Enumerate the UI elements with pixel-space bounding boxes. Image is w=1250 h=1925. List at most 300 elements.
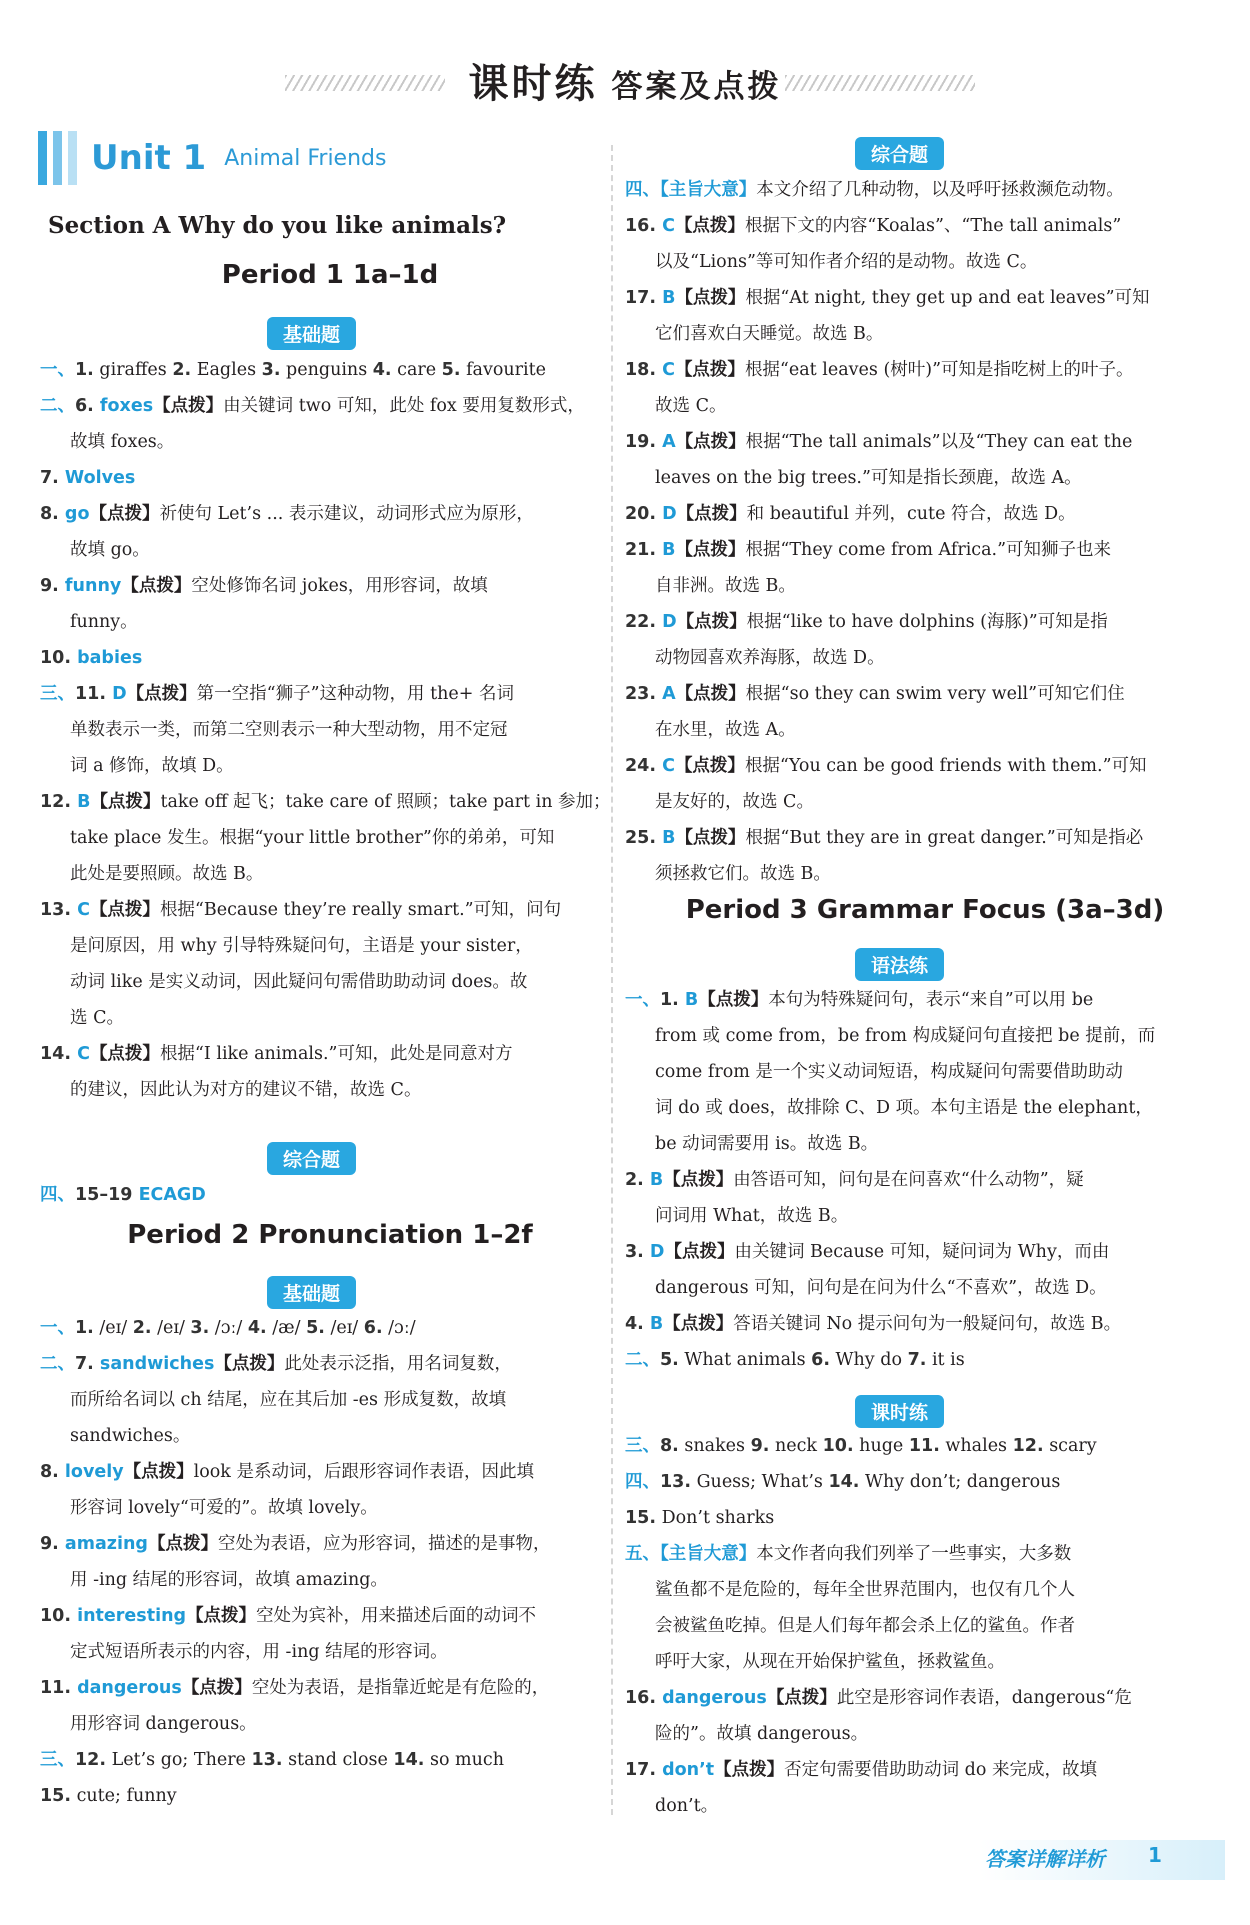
answer-text: 自非洲。故选 B。: [655, 576, 796, 596]
answer-text: 【点拨】: [664, 1242, 735, 1262]
question-number: 5.: [306, 1318, 325, 1338]
answer-text: 【点拨】: [186, 1606, 257, 1626]
answer-key: D: [662, 612, 677, 632]
answers-period1-comprehensive: [40, 1177, 600, 1213]
question-number: 13.: [40, 900, 78, 920]
answer-text: Why do: [829, 1350, 908, 1370]
answer-text: 它们喜欢白天睡觉。故选 B。: [655, 324, 884, 344]
answer-key: interesting: [77, 1606, 187, 1626]
answer-text: 动物园喜欢养海豚，故选 D。: [655, 648, 885, 668]
answer-line: [40, 352, 600, 388]
answer-key: D: [649, 1242, 665, 1262]
question-number: 15.: [40, 1786, 72, 1806]
answer-text: 【点拨】: [147, 1534, 218, 1554]
answer-line: [625, 1428, 1225, 1464]
question-number: 23.: [625, 684, 663, 704]
answer-text: 二、: [40, 1354, 75, 1374]
answer-line: [625, 1716, 1225, 1752]
answer-line: [40, 1072, 600, 1108]
question-number: 3.: [625, 1242, 650, 1262]
answer-text: 此空是形容词作表语，dangerous“危: [836, 1688, 1132, 1708]
answer-line: [625, 1306, 1225, 1342]
answer-text: 是问原因，用 why 引导特殊疑问句，主语是 your sister，: [70, 936, 533, 956]
answer-text: 一、: [40, 360, 75, 380]
answer-text: 根据“eat leaves (树叶)”可知是指吃树上的叶子。: [744, 360, 1134, 380]
answer-text: 以及“Lions”等可知作者介绍的是动物。故选 C。: [655, 252, 1038, 272]
answer-text: 四、: [40, 1185, 75, 1205]
answer-line: [625, 1572, 1225, 1608]
answer-text: 的建议，因此认为对方的建议不错，故选 C。: [70, 1080, 422, 1100]
answer-line: [40, 676, 600, 712]
answer-line: [40, 496, 600, 532]
answers-period1-basic: [40, 352, 611, 1108]
answer-line: [40, 712, 600, 748]
tag-lesson: 课时练: [855, 1395, 944, 1428]
answer-line: [625, 1018, 1225, 1054]
question-number: 17.: [625, 1760, 663, 1780]
answers-period2-basic: [40, 1310, 600, 1814]
answer-text: 根据“But they are in great danger.”可知是指必: [745, 828, 1144, 848]
answer-key: C: [77, 900, 90, 920]
question-number: 2.: [172, 360, 192, 380]
answer-line: [40, 892, 600, 928]
answer-line: [40, 1742, 600, 1778]
question-number: 11.: [908, 1436, 940, 1456]
answer-text: neck: [769, 1436, 823, 1456]
answer-text: stand close: [282, 1750, 394, 1770]
question-number: 9.: [40, 1534, 65, 1554]
question-number: 7.: [907, 1350, 927, 1370]
answer-text: 第一空指“狮子”这种动物，用 the+ 名词: [196, 684, 514, 704]
answer-key: foxes: [99, 396, 154, 416]
answer-text: /ɔː/: [209, 1318, 248, 1338]
answer-key: B: [684, 990, 699, 1010]
question-number: 14.: [40, 1044, 78, 1064]
answer-text: 否定句需要借助助动词 do 来完成，故填: [784, 1760, 1097, 1780]
answer-line: [625, 1054, 1225, 1090]
page-number: 1: [1148, 1843, 1162, 1867]
tag-basic-2: 基础题: [267, 1276, 356, 1309]
answer-line: [40, 964, 600, 1000]
answer-text: 【点拨】: [89, 504, 160, 524]
answer-key: lovely: [64, 1462, 124, 1482]
answer-text: 【点拨】: [675, 432, 746, 452]
answer-text: 空处为宾补，用来描述后面的动词不: [256, 1606, 537, 1626]
answer-text: 空处为表语，应为形容词，描述的是事物，: [217, 1534, 551, 1554]
answer-text: 呼吁大家，从现在开始保护鲨鱼，拯救鲨鱼。: [655, 1652, 1005, 1672]
answer-text: funny。: [70, 612, 138, 632]
answer-line: [625, 1608, 1225, 1644]
answer-key: B: [77, 792, 91, 812]
unit-name: Animal Friends: [224, 145, 387, 171]
column-divider: [611, 145, 613, 1815]
answer-key: 【主旨大意】: [660, 1544, 757, 1564]
answer-key: A: [662, 432, 676, 452]
answer-text: it is: [926, 1350, 965, 1370]
answer-line: [625, 712, 1225, 748]
answer-text: 【点拨】: [675, 288, 746, 308]
question-number: 9.: [40, 576, 65, 596]
answer-key: C: [77, 1044, 90, 1064]
answer-line: [40, 640, 600, 676]
answer-key: go: [64, 504, 90, 524]
answer-text: 本文作者向我们列举了一些事实，大多数: [756, 1544, 1072, 1564]
answer-line: [40, 424, 600, 460]
answer-line: [625, 820, 1225, 856]
answer-key: dangerous: [77, 1678, 182, 1698]
answer-text: 【点拨】: [214, 1354, 285, 1374]
answer-text: 故填 foxes。: [70, 432, 175, 452]
answer-text: 四、: [625, 1472, 660, 1492]
answer-text: come from 是一个实义动词短语，构成疑问句需要借助助动: [655, 1062, 1123, 1082]
answer-key: sandwiches: [99, 1354, 215, 1374]
answer-key: ECAGD: [138, 1185, 206, 1205]
header-subtitle: 答案及点拨: [611, 69, 782, 105]
answer-key: B: [662, 828, 676, 848]
unit-heading: [38, 130, 386, 186]
answer-key: D: [662, 504, 677, 524]
answer-line: [40, 1036, 600, 1072]
footer-label: 答案详解详析: [985, 1847, 1105, 1871]
question-number: 1.: [75, 1318, 94, 1338]
answer-line: [625, 280, 1225, 316]
answer-line: [40, 460, 600, 496]
page-header: [0, 52, 1250, 109]
question-number: 4.: [372, 360, 392, 380]
answer-text: 用形容词 dangerous。: [70, 1714, 257, 1734]
question-number: 11.: [40, 1678, 78, 1698]
question-number: 16.: [625, 216, 663, 236]
answer-line: [625, 1536, 1225, 1572]
answer-text: 空处为表语，是指靠近蛇是有危险的，: [251, 1678, 550, 1698]
question-number: 10.: [822, 1436, 854, 1456]
answer-text: 根据“They come from Africa.”可知狮子也来: [745, 540, 1112, 560]
question-number: 15–19: [75, 1185, 139, 1205]
answer-line: [625, 748, 1225, 784]
answer-text: 【点拨】: [121, 576, 192, 596]
answer-text: 三、: [40, 684, 75, 704]
answer-text: 【点拨】: [126, 684, 197, 704]
answer-line: [625, 244, 1225, 280]
answer-line: [625, 982, 1225, 1018]
answer-text: Guess; What’s: [691, 1472, 829, 1492]
answer-line: [625, 1680, 1225, 1716]
answer-text: 【点拨】: [181, 1678, 252, 1698]
answer-line: [625, 1644, 1225, 1680]
question-number: 15.: [625, 1508, 657, 1528]
answer-text: 【点拨】: [674, 216, 745, 236]
answer-text: 【点拨】: [674, 360, 745, 380]
answer-line: [625, 1198, 1225, 1234]
answer-text: 定式短语所表示的内容，用 -ing 结尾的形容词。: [70, 1642, 448, 1662]
answer-line: [625, 1090, 1225, 1126]
answer-text: 鲨鱼都不是危险的，每年全世界范围内，也仅有几个人: [655, 1580, 1075, 1600]
answer-text: care: [391, 360, 442, 380]
question-number: 4.: [625, 1314, 650, 1334]
answer-line: [625, 604, 1225, 640]
question-number: 12.: [75, 1750, 107, 1770]
answer-line: [40, 1634, 600, 1670]
question-number: 8.: [40, 1462, 65, 1482]
question-number: 18.: [625, 360, 663, 380]
question-number: 20.: [625, 504, 663, 524]
answer-text: 由关键词 two 可知，此处 fox 要用复数形式，: [223, 396, 585, 416]
answer-text: /ɔː/: [382, 1318, 416, 1338]
answer-text: 【点拨】: [123, 1462, 194, 1482]
answer-key: amazing: [64, 1534, 148, 1554]
answer-text: Let’s go; There: [106, 1750, 252, 1770]
answer-line: [40, 1418, 600, 1454]
question-number: 19.: [625, 432, 663, 452]
answer-key: A: [662, 684, 676, 704]
answer-text: 【点拨】: [675, 540, 746, 560]
answer-text: Why don’t; dangerous: [859, 1472, 1061, 1492]
answer-line: [40, 820, 600, 856]
question-number: 22.: [625, 612, 663, 632]
answer-text: 【点拨】: [663, 1314, 734, 1334]
answer-line: [40, 1454, 600, 1490]
answer-text: 须拯救它们。故选 B。: [655, 864, 831, 884]
answer-text: 会被鲨鱼吃掉。但是人们每年都会杀上亿的鲨鱼。作者: [655, 1616, 1075, 1636]
answer-line: [40, 856, 600, 892]
answer-text: 【点拨】: [675, 828, 746, 848]
answer-key: B: [649, 1314, 664, 1334]
answer-text: 故选 C。: [655, 396, 727, 416]
question-number: 5.: [441, 360, 461, 380]
answer-line: [625, 1500, 1225, 1536]
answer-text: 【点拨】: [89, 900, 160, 920]
answer-line: [625, 1234, 1225, 1270]
question-number: 2.: [625, 1170, 650, 1190]
tag-basic-1: 基础题: [267, 317, 356, 350]
answer-key: C: [662, 360, 675, 380]
answer-line: [40, 784, 611, 820]
answer-text: scary: [1043, 1436, 1097, 1456]
question-number: 7.: [40, 468, 65, 488]
question-number: 11.: [75, 684, 113, 704]
answer-text: take place 发生。根据“your little brother”你的弟弟，可知: [70, 828, 555, 848]
answer-line: [625, 1464, 1225, 1500]
answer-text: /eɪ/: [324, 1318, 364, 1338]
answer-line: [625, 316, 1225, 352]
question-number: 10.: [40, 1606, 78, 1626]
answer-text: penguins: [280, 360, 373, 380]
question-number: 4.: [247, 1318, 267, 1338]
answer-text: What animals: [678, 1350, 812, 1370]
answer-text: huge: [853, 1436, 909, 1456]
answer-text: 一、: [40, 1318, 75, 1338]
answer-line: [625, 388, 1225, 424]
answer-line: [625, 1126, 1225, 1162]
question-number: 13.: [660, 1472, 692, 1492]
header-title: 课时练: [468, 61, 598, 107]
answer-text: /æ/: [266, 1318, 307, 1338]
answer-line: [625, 208, 1225, 244]
answer-line: [40, 748, 600, 784]
answer-text: sandwiches。: [70, 1426, 191, 1446]
answers-period3-grammar: [625, 982, 1225, 1378]
answer-text: 根据“You can be good friends with them.”可知: [744, 756, 1147, 776]
question-number: 8.: [660, 1436, 679, 1456]
answer-line: [40, 568, 600, 604]
answer-text: 在水里，故选 A。: [655, 720, 796, 740]
answer-line: [625, 856, 1225, 892]
answer-text: 根据“I like animals.”可知，此处是同意对方: [159, 1044, 513, 1064]
question-number: 16.: [625, 1688, 663, 1708]
answer-text: look 是系动词，后跟形容词作表语，因此填: [193, 1462, 534, 1482]
answer-key: B: [662, 288, 676, 308]
answer-line: [40, 1598, 600, 1634]
answer-key: D: [112, 684, 127, 704]
answer-text: be 动词需要用 is。故选 B。: [655, 1134, 879, 1154]
answer-key: 【主旨大意】: [660, 180, 757, 200]
answer-line: [40, 1490, 600, 1526]
answer-line: [625, 1270, 1225, 1306]
answer-text: 【点拨】: [676, 612, 747, 632]
answer-text: leaves on the big trees.”可知是指长颈鹿，故选 A。: [655, 468, 1082, 488]
period-2-title: Period 2 Pronunciation 1–2f: [127, 1220, 533, 1250]
answer-line: [625, 352, 1225, 388]
answer-text: 二、: [40, 396, 75, 416]
answer-text: favourite: [460, 360, 547, 380]
answer-text: 四、: [625, 180, 660, 200]
question-number: 13.: [251, 1750, 283, 1770]
question-number: 1.: [75, 360, 94, 380]
answer-text: 【点拨】: [698, 990, 769, 1010]
question-number: 12.: [40, 792, 78, 812]
answer-text: Don’t sharks: [656, 1508, 775, 1528]
answer-text: 【点拨】: [714, 1760, 785, 1780]
answer-text: from 或 come from，be from 构成疑问句直接把 be 提前，而: [655, 1026, 1156, 1046]
answer-text: 根据“At night, they get up and eat leaves”可知: [745, 288, 1150, 308]
question-number: 6.: [811, 1350, 830, 1370]
question-number: 21.: [625, 540, 663, 560]
answer-line: [625, 1788, 1225, 1824]
answer-text: 答语关键词 No 提示问句为一般疑问句，故选 B。: [733, 1314, 1122, 1334]
answer-line: [625, 676, 1225, 712]
question-number: 9.: [750, 1436, 770, 1456]
answer-text: snakes: [678, 1436, 751, 1456]
answer-text: 【点拨】: [675, 684, 746, 704]
question-number: 25.: [625, 828, 663, 848]
question-number: 12.: [1012, 1436, 1044, 1456]
answer-text: 词 do 或 does，故排除 C、D 项。本句主语是 the elephant，: [655, 1098, 1153, 1118]
answer-key: dangerous: [662, 1688, 767, 1708]
answer-key: B: [662, 540, 676, 560]
answer-line: [625, 172, 1225, 208]
answers-period2-comprehensive: [625, 172, 1225, 892]
question-number: 6.: [75, 396, 100, 416]
answer-line: [40, 1382, 600, 1418]
tag-grammar: 语法练: [855, 948, 944, 981]
answer-text: 【点拨】: [766, 1688, 837, 1708]
question-number: 3.: [261, 360, 281, 380]
answer-text: 根据“The tall animals”以及“They can eat the: [745, 432, 1133, 452]
answer-text: 空处修饰名词 jokes，用形容词，故填: [191, 576, 488, 596]
answer-text: 根据“so they can swim very well”可知它们住: [745, 684, 1125, 704]
answer-line: [625, 640, 1225, 676]
answer-line: [40, 1706, 600, 1742]
answer-text: Eagles: [191, 360, 262, 380]
answer-key: don’t: [662, 1760, 715, 1780]
unit-bars-icon: [38, 131, 77, 185]
question-number: 14.: [393, 1750, 425, 1770]
answer-line: [40, 928, 600, 964]
answer-text: /eɪ/: [93, 1318, 133, 1338]
question-number: 3.: [190, 1318, 210, 1338]
answer-text: 词 a 修饰，故填 D。: [70, 756, 234, 776]
answer-text: 【点拨】: [674, 756, 745, 776]
answer-line: [40, 532, 600, 568]
answer-text: 险的”。故填 dangerous。: [655, 1724, 869, 1744]
period-3-title: Period 3 Grammar Focus (3a–3d): [685, 895, 1165, 925]
answer-text: 三、: [625, 1436, 660, 1456]
answer-text: 选 C。: [70, 1008, 124, 1028]
answer-text: take off 起飞；take care of 照顾；take part in 参加；: [160, 792, 611, 812]
question-number: 17.: [625, 288, 663, 308]
answer-key: B: [649, 1170, 664, 1190]
question-number: 2.: [132, 1318, 152, 1338]
answer-text: 故填 go。: [70, 540, 150, 560]
answer-text: 三、: [40, 1750, 75, 1770]
tag-comprehensive-1: 综合题: [267, 1142, 356, 1175]
answer-line: [625, 460, 1225, 496]
answer-line: [625, 1752, 1225, 1788]
answer-line: [625, 532, 1225, 568]
answer-text: 根据下文的内容“Koalas”、“The tall animals”: [744, 216, 1122, 236]
answer-text: 是友好的，故选 C。: [655, 792, 814, 812]
answer-line: [40, 604, 600, 640]
answer-text: 和 beautiful 并列，cute 符合，故选 D。: [746, 504, 1076, 524]
answer-line: [625, 1342, 1225, 1378]
answer-line: [625, 1162, 1225, 1198]
answer-text: 而所给名词以 ch 结尾，应在其后加 -es 形成复数，故填: [70, 1390, 507, 1410]
period-1-title: Period 1 1a–1d: [221, 260, 439, 290]
answer-text: 一、: [625, 990, 660, 1010]
tag-comprehensive-2: 综合题: [855, 137, 944, 170]
answer-text: 根据“like to have dolphins (海豚)”可知是指: [746, 612, 1108, 632]
question-number: 1.: [660, 990, 685, 1010]
answer-text: dangerous 可知，问句是在问为什么“不喜欢”，故选 D。: [655, 1278, 1107, 1298]
answer-text: 【点拨】: [90, 792, 161, 812]
answer-text: 本文介绍了几种动物，以及呼吁拯救濒危动物。: [756, 180, 1124, 200]
answer-line: [40, 1177, 600, 1213]
question-number: 10.: [40, 648, 78, 668]
answer-text: 由答语可知，问句是在问喜欢“什么动物”，疑: [733, 1170, 1084, 1190]
question-number: 7.: [75, 1354, 100, 1374]
answer-key: C: [662, 216, 675, 236]
answer-line: [40, 1310, 600, 1346]
answer-text: 【点拨】: [153, 396, 224, 416]
answer-line: [40, 1670, 600, 1706]
answer-line: [40, 1778, 600, 1814]
answer-text: don’t。: [655, 1796, 719, 1816]
answer-text: 祈使句 Let’s ... 表示建议，动词形式应为原形，: [159, 504, 534, 524]
answer-line: [40, 1562, 600, 1598]
answer-text: 【点拨】: [663, 1170, 734, 1190]
answer-text: 动词 like 是实义动词，因此疑问句需借助助动词 does。故: [70, 972, 528, 992]
answer-line: [625, 424, 1225, 460]
answer-text: 此处是要照顾。故选 B。: [70, 864, 264, 884]
answer-text: 二、: [625, 1350, 660, 1370]
answer-text: cute; funny: [71, 1786, 177, 1806]
answer-text: 由关键词 Because 可知，疑问词为 Why，而由: [734, 1242, 1110, 1262]
answer-key: babies: [77, 648, 143, 668]
answer-line: [625, 496, 1225, 532]
answer-line: [40, 388, 600, 424]
answer-text: /eɪ/: [151, 1318, 191, 1338]
answer-text: 本句为特殊疑问句，表示“来自”可以用 be: [768, 990, 1094, 1010]
